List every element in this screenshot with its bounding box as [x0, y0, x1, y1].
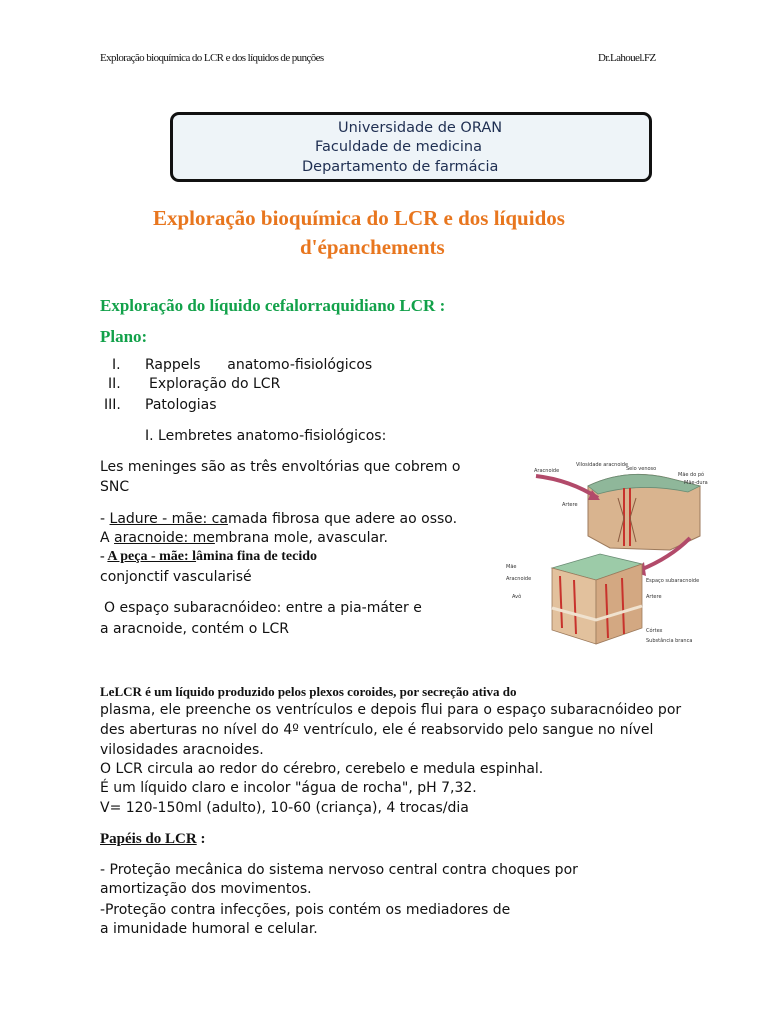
label-mae-dura: Mãe-dura [684, 480, 708, 486]
bullet: - [100, 549, 108, 564]
plan-item-text: Patologias [145, 397, 217, 413]
plan-item-text: Exploração do LCR [149, 376, 281, 392]
roles-line: - Proteção mecânica do sistema nervoso central contra choques por [100, 862, 578, 878]
lcr-paragraph-lead: LeLCR é um líquido produzido pelos plexos coroides, por secreção ativa do [100, 684, 517, 699]
dura-mater-label: Ladure - mãe: ca [109, 511, 228, 527]
section-heading: Exploração do líquido cefalorraquidiano LCR : [100, 296, 446, 315]
label-cortex: Córtex [646, 628, 663, 634]
label-aracnoide: Aracnoide [534, 468, 560, 474]
article: A [100, 530, 115, 546]
faculty-name: Faculdade de medicina [315, 139, 482, 155]
label-artere: Artere [646, 594, 662, 600]
plan-item-text: Rappels anatomo-fisiológicos [145, 357, 373, 373]
university-name: Universidade de ORAN [338, 120, 503, 136]
arachnoid-line [100, 530, 388, 546]
lcr-paragraph-line: É um líquido claro e incolor "água de rocha", pH 7,32. [100, 780, 477, 796]
subarachnoid-line2: a aracnoide, contém o LCR [100, 621, 290, 637]
lcr-paragraph-line: O LCR circula ao redor do cérebro, cerebelo e medula espinhal. [100, 761, 544, 777]
running-header-title: Exploração bioquímica do LCR e dos líquidos de punções [100, 52, 324, 64]
subsection-heading: I. Lembretes anatomo-fisiológicos: [145, 428, 387, 444]
label-espaco: Espaço subaracnoide [646, 578, 700, 584]
plan-heading: Plano: [100, 327, 148, 346]
label-vilosidade: Vilosidade aracnoide [576, 462, 629, 468]
subarachnoid-line1: O espaço subaracnóideo: entre a pia-máter e [104, 600, 422, 616]
plan-item-number: I. [112, 357, 121, 373]
lcr-paragraph-line: plasma, ele preenche os ventrículos e depois flui para o espaço subaracnóideo por [100, 702, 682, 718]
meninges-intro-line2: SNC [100, 479, 130, 495]
label-mae-do-po: Mãe do pó [678, 472, 705, 478]
label-seio-venoso: Seio venoso [626, 466, 657, 472]
label-substancia: Substância branca [646, 638, 693, 644]
bullet: - [100, 511, 110, 527]
lcr-paragraph-line: vilosidades aracnoides. [100, 742, 264, 758]
label-avo: Avô [512, 594, 522, 600]
pia-mater-label: A peça - mãe: l [107, 549, 197, 564]
document-title-line2: d'épanchements [300, 235, 445, 259]
document-title-line1: Exploração bioquímica do LCR e dos líquidos [153, 206, 565, 230]
dura-mater-description: mada fibrosa que adere ao osso. [227, 511, 458, 527]
roles-line: -Proteção contra infecções, pois contém os mediadores de [100, 902, 511, 918]
label-mae: Mãe [506, 564, 517, 570]
department-name: Departamento de farmácia [302, 159, 499, 175]
arachnoid-description: mbrana mole, avascular. [214, 530, 388, 546]
roles-line: a imunidade humoral e celular. [100, 921, 318, 937]
roles-heading-label: Papéis do LCR [100, 831, 197, 847]
pia-mater-line [100, 549, 317, 565]
label-artere: Artere [562, 502, 578, 508]
label-aracnoide: Aracnoide [506, 576, 532, 582]
running-header-author: Dr.Lahouel.FZ [598, 52, 656, 64]
plan-item-number: II. [108, 376, 121, 392]
pia-mater-description: âmina fina de tecido [196, 549, 317, 564]
meninges-intro-line1: Les meninges são as três envoltórias que cobrem o [100, 459, 461, 475]
lcr-paragraph-line: V= 120-150ml (adulto), 10-60 (criança), 4 trocas/dia [100, 800, 469, 816]
lcr-paragraph-line: des aberturas no nível do 4º ventrículo, ele é reabsorvido pelo sangue no nível [100, 722, 654, 738]
roles-line: amortização dos movimentos. [100, 881, 312, 897]
meninges-illustration [500, 458, 738, 654]
pia-mater-line2: conjonctif vascularisé [100, 569, 252, 585]
roles-heading [100, 831, 205, 848]
dura-mater-line [100, 511, 457, 527]
roles-heading-colon: : [196, 831, 206, 847]
plan-item-number: III. [104, 397, 121, 413]
arachnoid-label: aracnoide: me [114, 530, 215, 546]
